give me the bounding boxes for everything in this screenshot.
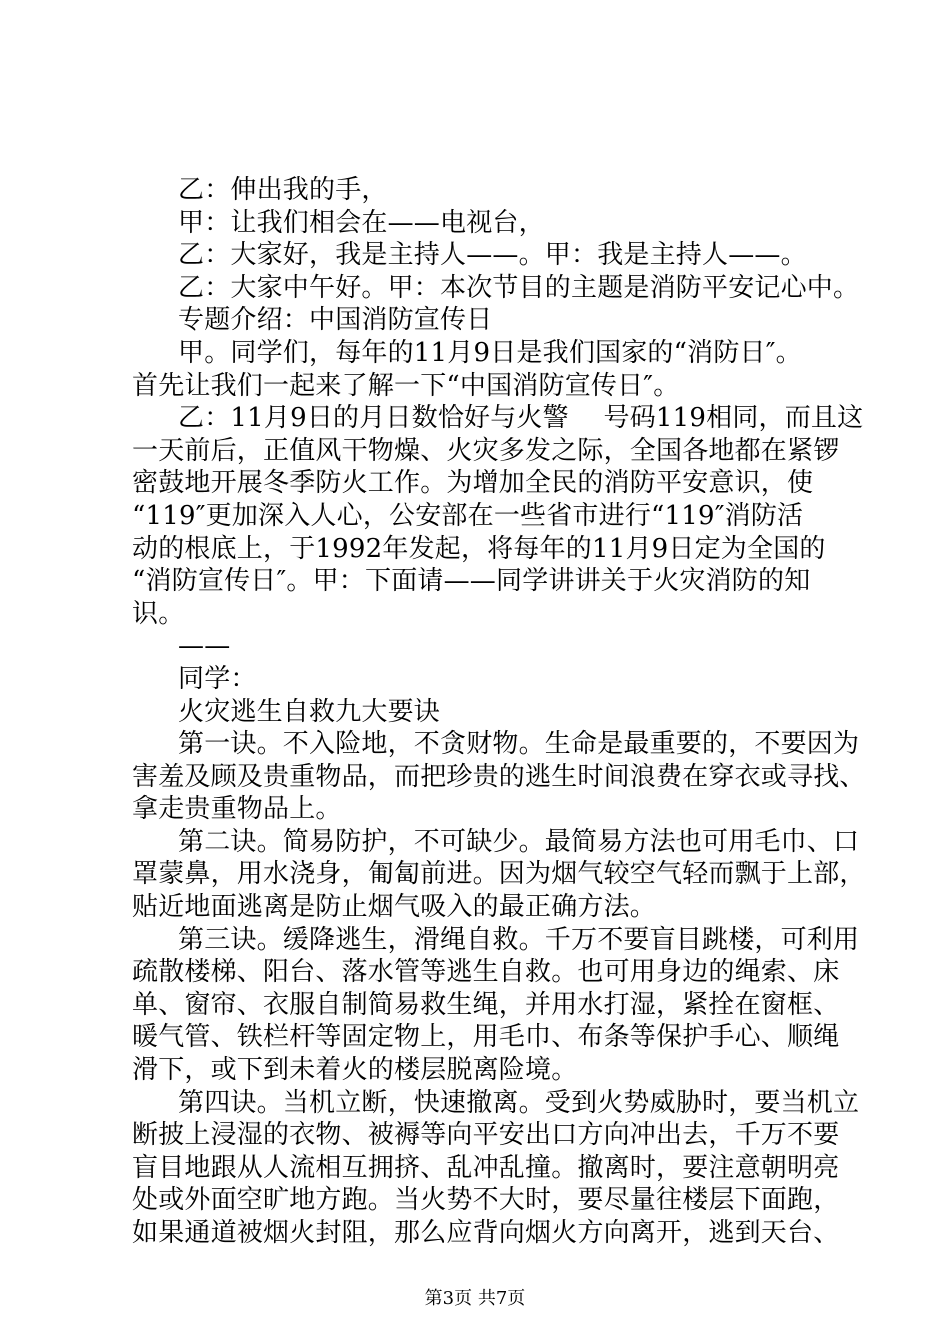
text-line: 密鼓地开展冬季防火工作。为增加全民的消防平安意识，使 [132,468,814,499]
text-line: 甲：让我们相会在——电视台， [178,207,545,238]
text-line: “119″更加深入人心，公安部在一些省市进行“119″消防活 [132,500,804,531]
text-line: —— [178,631,231,662]
text-line: 动的根底上，于1992年发起，将每年的11月9日定为全国的 [132,533,826,564]
text-line: 乙：大家好，我是主持人——。甲：我是主持人——。 [178,240,807,271]
text-line: “消防宣传日″。甲：下面请——同学讲讲关于火灾消防的知 [132,566,811,597]
text-line: 滑下，或下到未着火的楼层脱离险境。 [132,1055,578,1086]
text-line: 识。 [132,598,185,629]
text-line: 拿走贵重物品上。 [132,794,342,825]
text-line: 贴近地面逃离是防止烟气吸入的最正确方法。 [132,892,657,923]
text-line: 第二诀。简易防护，不可缺少。最简易方法也可用毛巾、口 [178,826,860,857]
text-line: 断披上浸湿的衣物、被褥等向平安出口方向冲出去，千万不要 [132,1120,840,1151]
text-line: 第三诀。缓降逃生，滑绳自救。千万不要盲目跳楼，可利用 [178,924,860,955]
text-line: 处或外面空旷地方跑。当火势不大时，要尽量往楼层下面跑， [132,1185,840,1216]
page-footer: 第3页 共7页 [424,1288,526,1309]
text-line: 如果通道被烟火封阻，那么应背向烟火方向离开，逃到天台、 [132,1218,840,1248]
text-line: 专题介绍：中国消防宣传日 [178,305,493,336]
text-line: 乙：大家中午好。甲：本次节目的主题是消防平安记心中。 [178,272,860,303]
text-line: 暖气管、铁栏杆等固定物上，用毛巾、布条等保护手心、顺绳 [132,1022,840,1053]
text-line: 单、窗帘、衣服自制简易救生绳，并用水打湿，紧拴在窗框、 [132,989,840,1020]
text-line: 火灾逃生自救九大要诀 [178,696,441,727]
text-line: 同学： [178,663,257,694]
text-line: 害羞及顾及贵重物品，而把珍贵的逃生时间浪费在穿衣或寻找、 [132,761,866,792]
text-line: 第四诀。当机立断，快速撤离。受到火势威胁时，要当机立 [178,1087,860,1118]
document-body [132,174,866,1250]
text-line: 第一诀。不入险地，不贪财物。生命是最重要的，不要因为 [178,729,860,760]
text-line: 首先让我们一起来了解一下“中国消防宣传日″。 [132,370,680,401]
text-line: 甲。同学们，每年的11月9日是我们国家的“消防日″。 [178,337,802,368]
text-line: 乙：11月9日的月日数恰好与火警 号码119相同，而且这 [178,403,864,434]
text-line: 一天前后，正值风干物燥、火灾多发之际，全国各地都在紧锣 [132,435,840,466]
text-line: 疏散楼梯、阳台、落水管等逃生自救。也可用身边的绳索、床 [132,957,840,988]
text-line: 乙：伸出我的手， [178,175,388,205]
text-line: 盲目地跟从人流相互拥挤、乱冲乱撞。撤离时，要注意朝明亮 [132,1152,840,1183]
text-line: 罩蒙鼻，用水浇身，匍匐前进。因为烟气较空气轻而飘于上部， [132,859,866,890]
